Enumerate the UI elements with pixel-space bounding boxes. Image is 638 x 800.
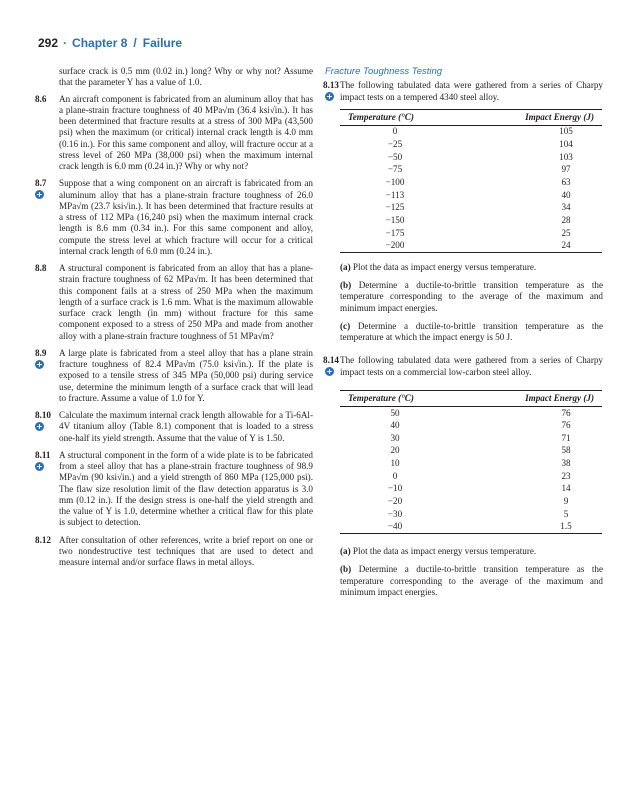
temperature-cell: 30 (390, 432, 400, 443)
temperature-cell: −125 (385, 202, 405, 213)
impact-energy-cell: 9 (563, 496, 569, 507)
part-b (323, 280, 603, 314)
problem-number: 8.10 (35, 410, 51, 420)
problem-8-13 (323, 80, 603, 103)
chapter-label: Chapter 8 (72, 36, 128, 50)
temperature-cell: −50 (387, 151, 403, 162)
problem-text: Calculate the maximum internal crack length allowable for a Ti-6Al-4V titanium alloy (Table 8.1) component that is loaded to a stress one-half its yield strength. Assume that the value of Y is 1.50. (59, 410, 313, 443)
chapter-title: Failure (142, 36, 183, 50)
impact-energy-cell: 34 (561, 202, 571, 213)
table-row (340, 227, 602, 240)
plus-icon: + (36, 422, 43, 431)
impact-energy-cell: 14 (561, 483, 571, 494)
table-row (340, 126, 602, 139)
part-label: (a) (340, 546, 351, 556)
part-a (323, 546, 603, 557)
table-row (340, 164, 602, 177)
problem-number: 8.6 (35, 93, 47, 104)
table-row (340, 457, 602, 470)
part-c (323, 321, 603, 344)
table-row (340, 151, 602, 164)
column-header-temperature: Temperature (°C) (340, 390, 450, 406)
impact-energy-cell: 5 (563, 508, 569, 519)
temperature-cell: −175 (385, 227, 405, 238)
left-column (35, 66, 313, 574)
charpy-table-low-carbon (340, 390, 602, 534)
temperature-cell: −100 (385, 176, 405, 187)
impact-energy-cell: 76 (561, 420, 571, 431)
temperature-cell: 10 (390, 458, 400, 469)
temperature-cell: 40 (390, 420, 400, 431)
problem-text: A structural component is fabricated from an alloy that has a plane-strain fracture toughness of 62 MPa√m. It has been determined that this component fails at a stress of 250 MPa when the maximum length of a surface crack is 1.6 mm. What is the maximum allowable surface crack length (in mm) without fracture for this same component exposed to a stress of 250 MPa and made from another alloy with a plane-strain fracture toughness of 51 MPa√m? (59, 263, 313, 341)
plus-icon: + (36, 461, 43, 471)
impact-energy-cell: 103 (559, 151, 573, 162)
impact-energy-cell: 25 (561, 227, 571, 238)
temperature-cell: −150 (385, 215, 405, 226)
table-row (340, 214, 602, 227)
impact-energy-cell: 76 (561, 407, 571, 418)
section-heading: Fracture Toughness Testing (325, 66, 443, 77)
plus-icon: + (326, 92, 333, 102)
impact-energy-cell: 58 (561, 445, 571, 456)
temperature-cell: −10 (387, 483, 403, 494)
table-row (340, 176, 602, 189)
problem-text: A structural component in the form of a wide plate is to be fabricated from a steel alloy that has a plane-strain fracture toughness of 98.9 MPa√m (90 ksi√in.) and a yield strength of 860 MPa (125,000 psi). The flaw size resolution limit of the flaw detection apparatus is 3.0 mm (0.12 in.). If the design stress is one-half the yield strength and the value of Y is 1.0, determine whether a critical flaw for this plate is subject to detection. (59, 449, 313, 528)
charpy-table-4340 (340, 109, 602, 253)
part-label: (b) (340, 280, 352, 291)
problem-number: 8.7 (35, 178, 47, 189)
temperature-cell: −113 (385, 189, 405, 200)
temperature-cell: −200 (340, 240, 450, 253)
problem-text: The following tabulated data were gathered from a series of Charpy impact tests on a commercial low-carbon steel alloy. (340, 355, 603, 377)
problem-number: 8.9 (35, 347, 47, 358)
temperature-cell: 0 (392, 470, 398, 481)
problem-text: After consultation of other references, write a brief report on one or two nondestructive test techniques that are used to detect and measure internal and/or surface flaws in metal alloys. (59, 534, 313, 567)
impact-energy-cell: 1.5 (450, 521, 602, 534)
temperature-cell: −40 (340, 521, 450, 534)
part-label: (b) (340, 564, 352, 575)
table-row (340, 508, 602, 521)
impact-energy-cell: 104 (559, 138, 573, 149)
temperature-cell: 20 (390, 445, 400, 456)
part-text: Determine a ductile-to-brittle transition temperature as the temperature at which the impact energy is 50 J. (340, 320, 603, 343)
part-text: Determine a ductile-to-brittle transition temperature as the temperature corresponding to the average of the maximum and minimum impact energies. (340, 564, 603, 597)
temperature-cell: −75 (387, 164, 403, 175)
problem-text: A large plate is fabricated from a steel alloy that has a plane strain fracture toughness of 82.4 MPa√m (75.0 ksi√in.). If the plate is exposed to a tensile stress of 345 MPa (50,000 psi) during service use, determine the minimum length of a surface crack that will lead to fracture. Assume a value of 1.0 for Y. (59, 347, 313, 403)
header-bullet: · (63, 36, 68, 50)
problem-8-8 (35, 263, 313, 342)
problem-8-14 (323, 355, 603, 378)
table-row (340, 470, 602, 483)
impact-energy-cell: 40 (561, 189, 571, 200)
continued-problem-text: surface crack is 0.5 mm (0.02 in.) long? Why or why not? Assume that the parameter Y has a value of 1.0. (59, 66, 313, 88)
column-header-impact-energy: Impact Energy (J) (450, 390, 602, 406)
part-text: Plot the data as impact energy versus temperature. (352, 261, 537, 272)
problem-number: 8.12 (35, 534, 51, 545)
temperature-cell: −30 (387, 508, 403, 519)
problem-number: 8.8 (35, 263, 47, 273)
column-header-impact-energy: Impact Energy (J) (450, 109, 602, 125)
plus-icon: + (36, 190, 43, 200)
part-label: (c) (340, 320, 351, 331)
table-row (340, 432, 602, 445)
part-a (323, 262, 603, 273)
problem-text: The following tabulated data were gathered from a series of Charpy impact tests on a tempered 4340 steel alloy. (340, 80, 603, 102)
table-row (340, 189, 602, 202)
impact-energy-cell: 23 (561, 470, 571, 481)
table-row (340, 419, 602, 432)
temperature-cell: 50 (390, 407, 400, 418)
problem-8-6 (35, 93, 313, 173)
problem-number: 8.14 (323, 355, 339, 366)
part-label: (a) (340, 261, 351, 272)
table-row (340, 138, 602, 151)
page-header (38, 36, 598, 54)
column-header-temperature: Temperature (°C) (340, 109, 450, 125)
impact-energy-cell: 38 (561, 458, 571, 469)
problem-8-10 (35, 410, 313, 444)
table-row (340, 495, 602, 508)
impact-energy-cell: 63 (561, 176, 571, 187)
table-row (340, 483, 602, 496)
problem-8-12 (35, 534, 313, 569)
table-row (340, 202, 602, 215)
problem-8-7 (35, 178, 313, 257)
temperature-cell: −20 (387, 496, 403, 507)
header-separator: / (133, 36, 137, 50)
problem-8-11 (35, 449, 313, 529)
problem-8-9 (35, 347, 313, 404)
impact-energy-cell: 97 (561, 164, 571, 175)
part-b (323, 564, 603, 598)
table-row (340, 521, 602, 534)
part-text: Determine a ductile-to-brittle transition temperature as the temperature corresponding to the average of the maximum and minimum impact energies. (340, 280, 603, 313)
impact-energy-cell: 71 (561, 432, 571, 443)
problem-text: An aircraft component is fabricated from an aluminum alloy that has a plane-strain fracture toughness of 40 MPa√m (36.4 ksi√in.). It has been determined that fracture results at a stress of 300 MPa (43,500 psi) when the maximum (or critical) internal crack length is 4.0 mm (0.16 in.). For this same component and alloy, will fracture occur at a stress level of 260 MPa (38,000 psi) when the maximum internal crack length is 6.0 mm (0.24 in.)? Why or why not? (59, 93, 313, 171)
table-row (340, 445, 602, 458)
problem-number: 8.11 (35, 449, 51, 460)
right-column (323, 66, 603, 598)
plus-icon: + (326, 367, 333, 377)
problem-text: Suppose that a wing component on an aircraft is fabricated from an aluminum alloy that has a plane-strain fracture toughness of 26.0 MPa√m (23.7 ksi√in.). It has been determined that fracture results at a stress of 112 MPa (16,240 psi) when the maximum internal crack length is 8.6 mm (0.34 in.). For this same component and alloy, compute the stress level at which fracture will occur for a critical internal crack length of 6.0 mm (0.24 in.). (59, 178, 313, 256)
table-row (340, 407, 602, 420)
problem-number: 8.13 (323, 80, 339, 91)
part-text: Plot the data as impact energy versus temperature. (352, 546, 537, 556)
plus-icon: + (36, 359, 43, 369)
table-row (340, 240, 602, 253)
impact-energy-cell: 105 (559, 126, 573, 137)
temperature-cell: −25 (387, 138, 403, 149)
impact-energy-cell: 28 (561, 215, 571, 226)
impact-energy-cell: 24 (450, 240, 602, 253)
temperature-cell: 0 (392, 126, 398, 137)
page-number: 292 (38, 36, 59, 50)
